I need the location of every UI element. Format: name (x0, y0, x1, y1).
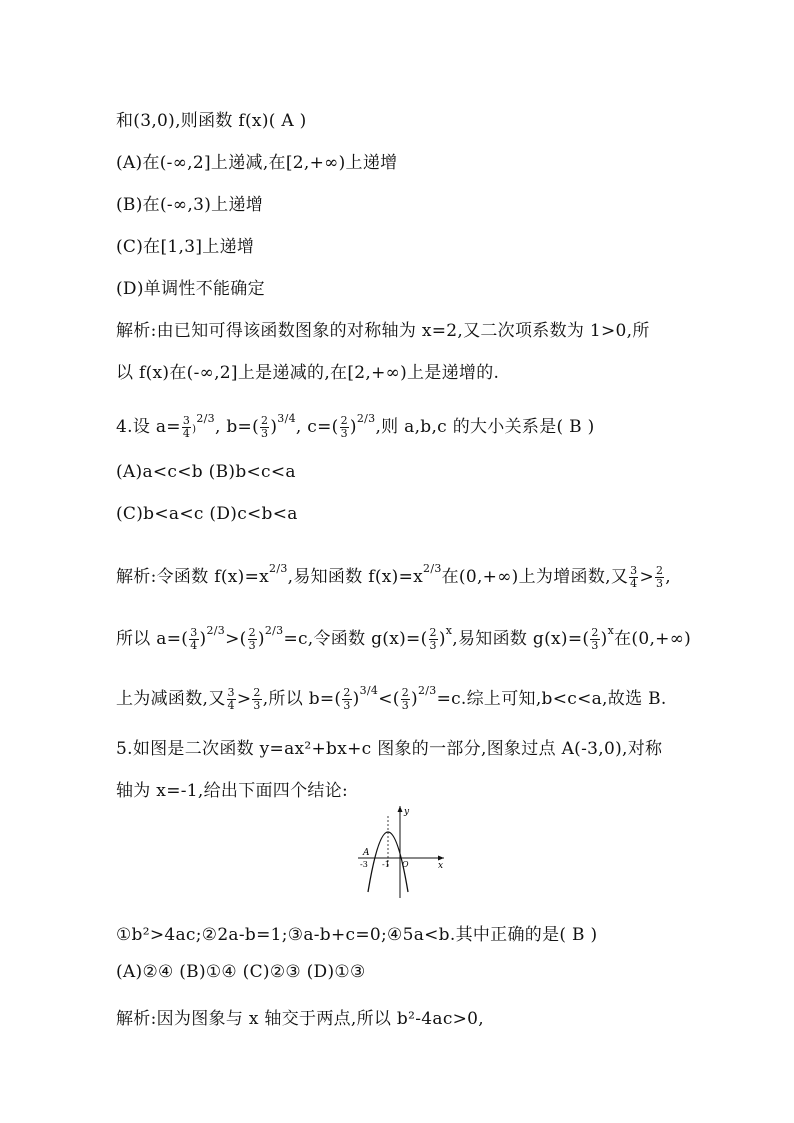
q3-option-a: (A)在(-∞,2]上递减,在[2,+∞)上递增 (116, 153, 398, 173)
q4-analysis-line-3: 上为减函数,又 $\frac{3}{4}$ > $\frac{2}{3}$ ,所以 b=( $\frac{2}{3}$ )$^{3/4}$<( $\frac{2}{3}$ )$^{2/3}$=c.综上可知,b<c<a,故选 B. (116, 684, 667, 712)
tick-label-neg1: -1 (382, 860, 390, 869)
point-a-label: A (363, 848, 370, 858)
fraction-3-4: $\frac{3}{4}$ (182, 413, 191, 440)
x-axis-arrow (438, 856, 444, 861)
q4-an1-mid2: 在(0,+∞)上为增函数,又 (441, 567, 629, 587)
y-axis-label: y (404, 807, 410, 817)
q4-an1-mid: ,易知函数 f(x)=x (287, 567, 424, 587)
q4-an2-prefix: 所以 a= (116, 629, 182, 649)
q4-options-row-2: (C)b<a<c (D)c<b<a (116, 504, 298, 524)
q4-analysis-line-1: 解析:令函数 $f(x)=x^{2/3}$,易知函数 $f(x)=x^{2/3}$在(0,+∞)上为增函数,又 $\frac{3}{4}$ > $\frac{2}{3}$ , (116, 562, 672, 590)
q3-option-b: (B)在(-∞,3)上递增 (116, 195, 264, 215)
tick-label-neg3: -3 (360, 860, 368, 869)
parabola-figure (352, 800, 452, 900)
q4-an3-prefix: 上为减函数,又 (116, 689, 226, 709)
q4-an2-mid: =c,令函数 g(x)= (283, 629, 421, 649)
q4-an2-mid2: ,易知函数 g(x)= (452, 629, 583, 649)
q3-analysis-line-2: 以 f(x)在(-∞,2]上是递减的,在[2,+∞)上是递增的. (116, 363, 500, 383)
q5-stem-line-2: 轴为 x=-1,给出下面四个结论: (116, 781, 349, 801)
origin-label: O (402, 860, 409, 869)
q4-stem: 4.设 a= $\frac{3}{4}$ )$^{2/3}$, b=( $\frac{2}{3}$ )$^{3/4}$, c=( $\frac{2}{3}$ )$^{2/3}$,则 a,b,c 的大小关系是( B ) (116, 412, 595, 440)
q4-stem-suffix: ,则 a,b,c 的大小关系是( B ) (375, 417, 595, 437)
x-axis-label: x (438, 861, 444, 871)
fraction-2-3: $\frac{2}{3}$ (340, 413, 348, 440)
q5-analysis: 解析:因为图象与 x 轴交于两点,所以 b²-4ac>0, (116, 1009, 485, 1029)
q5-options: (A)②④ (B)①④ (C)②③ (D)①③ (116, 962, 366, 982)
y-axis-arrow (398, 806, 403, 812)
q4-stem-prefix: 4.设 a= (116, 417, 181, 437)
q3-stem-tail: 和(3,0),则函数 f(x)( A ) (116, 111, 307, 131)
q4-analysis-line-2: 所以 a=( $\frac{3}{4}$ )$^{2/3}$>( $\frac{2}{3}$ )$^{2/3}$=c,令函数 g(x)=( $\frac{2}{3}$ )$^x$,易知函数 g(x)=( $\frac{2}{3}$ )$^x$在(0,+∞) (116, 624, 692, 652)
q4-an2-suffix: 在(0,+∞) (614, 629, 692, 649)
q3-option-d: (D)单调性不能确定 (116, 279, 265, 299)
q3-analysis-line-1: 解析:由已知可得该函数图象的对称轴为 x=2,又二次项系数为 1>0,所 (116, 321, 650, 341)
q3-option-c: (C)在[1,3]上递增 (116, 237, 255, 257)
q5-stem-line-1: 5.如图是二次函数 y=ax²+bx+c 图象的一部分,图象过点 A(-3,0),对称 (116, 739, 663, 759)
q4-an3-suffix: =c.综上可知,b<c<a,故选 B. (436, 689, 667, 709)
fraction-2-3: $\frac{2}{3}$ (261, 413, 269, 440)
q4-an1-prefix: 解析:令函数 f(x)=x (116, 567, 270, 587)
q4-an3-mid: ,所以 b= (262, 689, 335, 709)
q4-options-row-1: (A)a<c<b (B)b<c<a (116, 462, 296, 482)
q5-conclusions: ①b²>4ac;②2a-b=1;③a-b+c=0;④5a<b.其中正确的是( B ) (116, 925, 598, 945)
